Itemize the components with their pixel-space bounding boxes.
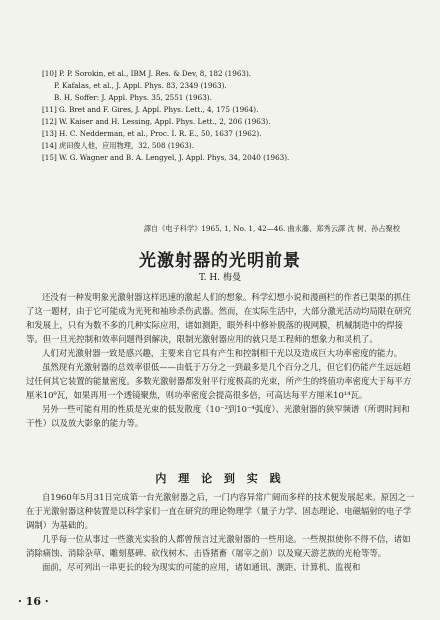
reference-list [42, 68, 422, 164]
article-title: 光激射器的光明前景 [139, 251, 301, 271]
reference-item: [15] W. G. Wagner and B. A. Lengyel, J. Appl. Phys, 34, 2040 (1963). [42, 153, 290, 162]
reference-item: P. Kafalas, et al., J. Appl. Phys. 83, 2349 (1963). [54, 81, 227, 90]
reference-item: [10] P. P. Sorokin, et al., IBM J. Res. & Dev, 8, 182 (1963). [42, 69, 252, 78]
reference-item: [11] G. Bret and F. Gires, J. Appl. Phys. Lett., 4, 175 (1964). [42, 105, 259, 114]
body-paragraph: 几乎每一位从事过一些激光实验的人都曾预言过光激射器的一些用途。一些规拟使你不得不信，诸如消除痛蚀、消除杂草、雕刻墓碑、砍伐树木、击昏猪畜（屠宰之前）以及窥天游艺族的光枪等等。 [26, 534, 411, 558]
body-paragraph: 面前，尽可列出一串更长的较为现实的可能的应用，诸如通讯、测距、计算机、监视和 [42, 562, 361, 572]
article-body [26, 290, 418, 430]
reference-item: [12] W. Kaiser and H. Lessing, Appl. Phys. Lett., 2, 206 (1963). [42, 117, 271, 126]
reference-item: [14] 虎田俊人他，应用物理，32, 508 (1963). [42, 141, 195, 150]
body-paragraph: 虽然现有光激射器的总效率很低——由低于万分之一到最多是几个百分之几，但它们仍能产生远远超过任何其它装置的能量密度。多数光激射器都发射平行度极高的光束，所产生的终值功率密度大于每平方厘米10⁹瓦，如果再用一个透镜聚焦，则功率密度会提高很多倍，可高达每平方厘米10¹⁴瓦。 [26, 362, 412, 400]
reference-item: B. H. Soffer: J. Appl. Phys. 35, 2551 (1963). [54, 93, 212, 102]
page-number: · 16 · [18, 595, 49, 608]
section-heading: 内 理 论 到 实 践 [155, 472, 285, 485]
reference-item: [13] H. C. Nedderman, et al., Proc. I. R. E., 50, 1637 (1962). [42, 129, 262, 138]
body-paragraph: 还没有一种发明象光激射器这样迅速的激起人们的想象。科学幻想小说和漫画栏的作者已渠渠的抓住了这一题材，由于它可能成为光死和袖珍杀伤武器。然而，在实际生活中，大部分激光活动均局限在研究和发展上，只有为数不多的几种实际应用，诸如测距，眼外科中修补脱落的视网膜，机械制造中的焊接等。但一旦光控制和效率问题得到解决，限制光激射器应用的就只是工程师的想象力和灵机了。 [26, 292, 412, 344]
article-author: T. H. 梅曼 [199, 273, 241, 283]
body-paragraph: 自1960年5月31日完成第一台光激射器之后，一门内容异常广阔而多样的技术便发展起来。原因之一在于光激射器这种装置是以科学家们一直在研究的理论物理学（量子力学、固态理论、电磁辐射的电子学调制）为基础的。 [26, 492, 415, 530]
translation-credit: 譯自《电子科学》1965, 1, No. 1, 42—46. 曲永藤、郑秀云譯 沈 树、孙占聚校 [143, 224, 400, 233]
body-paragraph: 人们对光激射器一致是感兴趣，主要来自它具有产生和控制相干光以及造成巨大功率密度的能力。 [42, 348, 403, 358]
article-body-section [26, 490, 418, 574]
body-paragraph: 另外一些可能有用的性质是光束的低发散度（10⁻²到10⁻⁴弧度）、光激射器的狭窄频谱（所谓时间和干性）以及放大影象的能力等。 [26, 404, 410, 428]
